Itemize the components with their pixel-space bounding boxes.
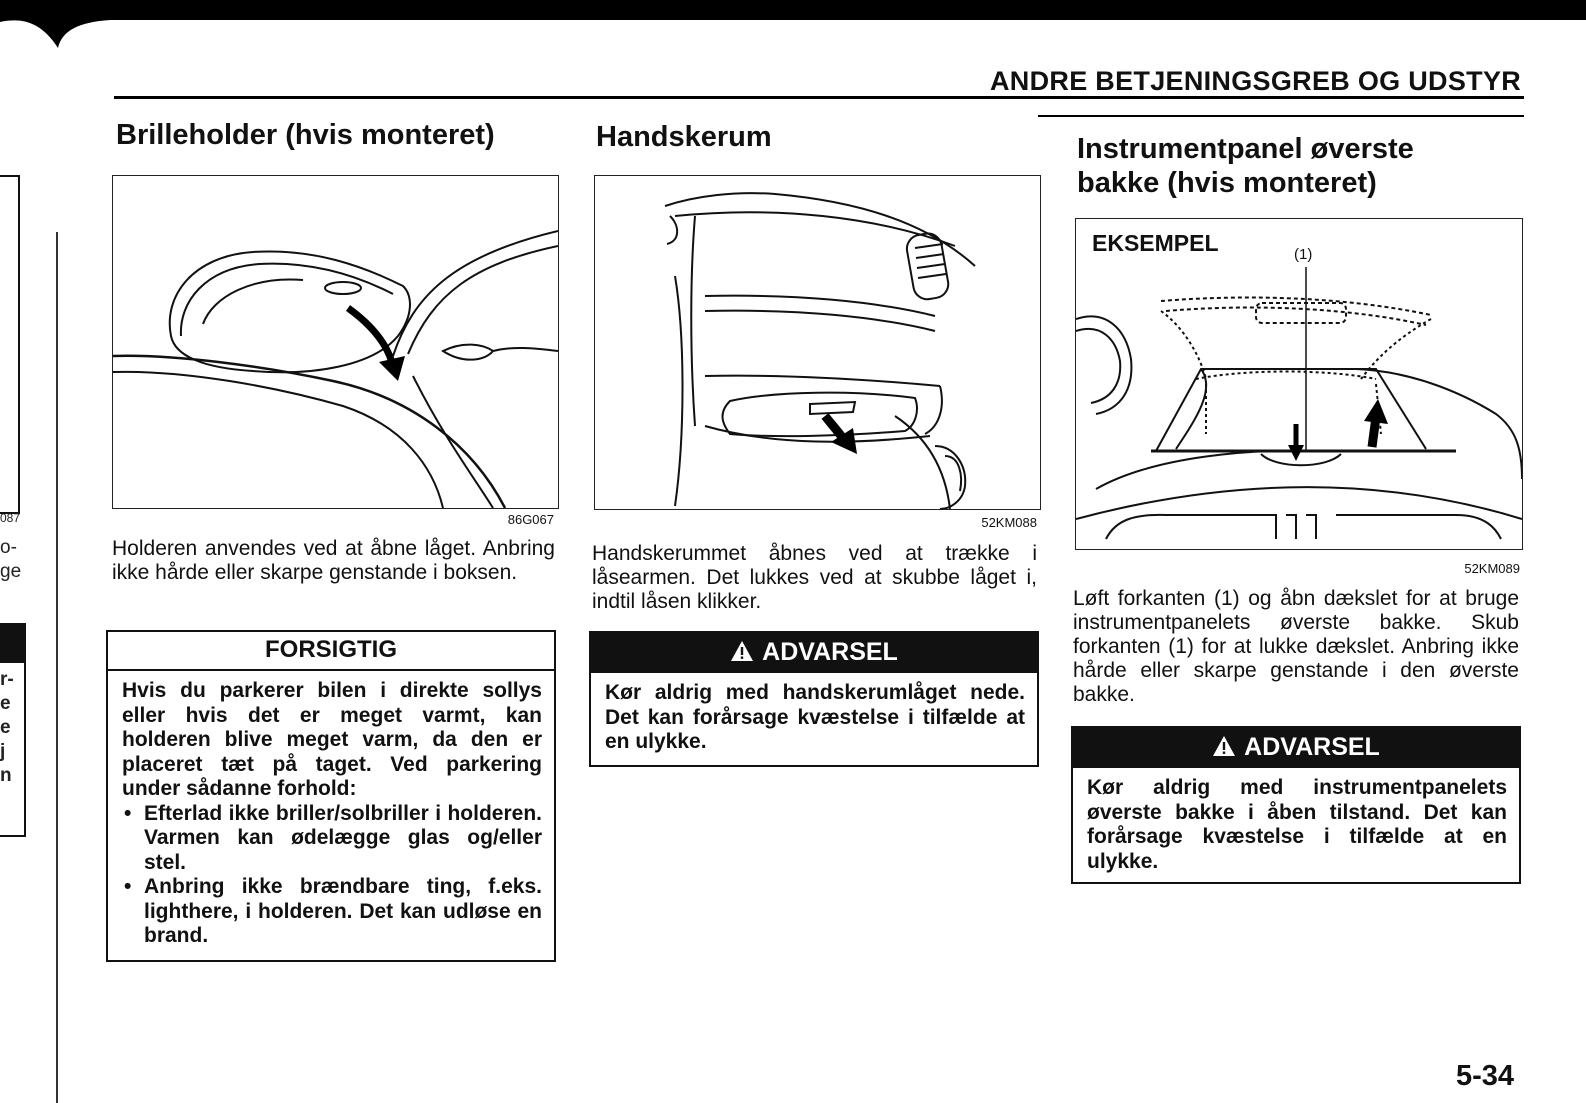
header-rule bbox=[114, 96, 1524, 99]
caution-box bbox=[106, 630, 556, 962]
page-curl-shadow bbox=[0, 0, 110, 60]
callout-label-1: (1) bbox=[1294, 246, 1313, 263]
caution-body bbox=[108, 671, 554, 959]
glasses-holder-illustration bbox=[113, 176, 558, 508]
figure-glasses-holder bbox=[112, 175, 559, 509]
warning-triangle-icon bbox=[730, 640, 754, 662]
left-page-figure-code: 087 bbox=[0, 511, 21, 525]
body-text-instrumentpanel: Løft forkanten (1) og åbn dækslet for at bruge instrumentpanelets øverste bakke. Skub forkanten (1) for at lukke dækslet. Anbring ikke hårde eller skarpe genstande i den øverste bakke. bbox=[1073, 587, 1519, 706]
warning-heading: ADVARSEL bbox=[762, 638, 898, 666]
figure-code-86G067: 86G067 bbox=[507, 512, 554, 527]
running-header: ANDRE BETJENINGSGREB OG UDSTYR bbox=[990, 66, 1522, 96]
arrow-icon bbox=[1288, 424, 1304, 461]
warning-body-instrumentpanel: Kør aldrig med instrumentpanelets øverste bakke i åben tilstand. Det kan forårsage kvæstelse i tilfælde at en ulykke. bbox=[1087, 776, 1507, 873]
figure-glove-box bbox=[594, 175, 1041, 510]
warning-header-handskerum bbox=[591, 633, 1037, 673]
warning-box-instrumentpanel bbox=[1071, 726, 1521, 884]
warning-triangle-icon bbox=[1212, 735, 1236, 757]
figure-code-52KM089: 52KM089 bbox=[1464, 561, 1520, 576]
left-page-text-fragment-b: r- e e j n bbox=[0, 669, 14, 786]
caution-bullet: • Efterlad ikke briller/solbriller i holderen. Varmen kan ødelægge glas og/eller stel. bbox=[122, 802, 542, 876]
figure-instrument-tray bbox=[1075, 218, 1523, 550]
caution-bullet: • Anbring ikke brændbare ting, f.eks. lighthere, i holderen. Det kan udløse en brand. bbox=[122, 875, 542, 949]
caution-bullets bbox=[122, 802, 542, 949]
left-page-text-fragment-a: o- ge bbox=[0, 537, 22, 582]
caution-heading: FORSIGTIG bbox=[108, 632, 554, 671]
warning-body-handskerum: Kør aldrig med handskerumlåget nede. Det kan forårsage kvæstelse i tilfælde at en ulykke. bbox=[605, 681, 1025, 753]
figure-code-52KM088: 52KM088 bbox=[981, 515, 1037, 530]
page-top-shadow bbox=[0, 0, 1586, 20]
left-page-figure-fragment bbox=[0, 175, 20, 514]
warning-box-handskerum bbox=[589, 631, 1039, 767]
warning-heading: ADVARSEL bbox=[1244, 733, 1380, 761]
section-title-handskerum: Handskerum bbox=[596, 121, 772, 153]
section-title-instrumentpanel: Instrumentpanel øverste bakke (hvis monteret) bbox=[1077, 133, 1414, 199]
section-title-brilleholder: Brilleholder (hvis monteret) bbox=[116, 119, 495, 151]
caution-intro: Hvis du parkerer bilen i direkte sollys eller hvis det er meget varmt, kan holderen blive meget varm, da den er placeret tæt på taget. Ved parkering under sådanne forhold: bbox=[122, 679, 542, 800]
figure-label-eksempel: EKSEMPEL bbox=[1092, 230, 1219, 256]
glove-box-illustration bbox=[595, 176, 1040, 509]
arrow-icon bbox=[1364, 399, 1388, 447]
body-text-handskerum: Handskerummet åbnes ved at trække i låsearmen. Det lukkes ved at skubbe låget i, indtil låsen klikker. bbox=[592, 542, 1037, 613]
binding-edge bbox=[56, 232, 58, 1103]
header-rule-secondary bbox=[1038, 115, 1524, 117]
page-number: 5-34 bbox=[1456, 1060, 1515, 1092]
body-text-brilleholder: Holderen anvendes ved at åbne låget. Anbring ikke hårde eller skarpe genstande i boksen. bbox=[112, 537, 555, 584]
warning-header-instrumentpanel bbox=[1073, 728, 1519, 768]
instrument-tray-illustration bbox=[1076, 219, 1522, 549]
